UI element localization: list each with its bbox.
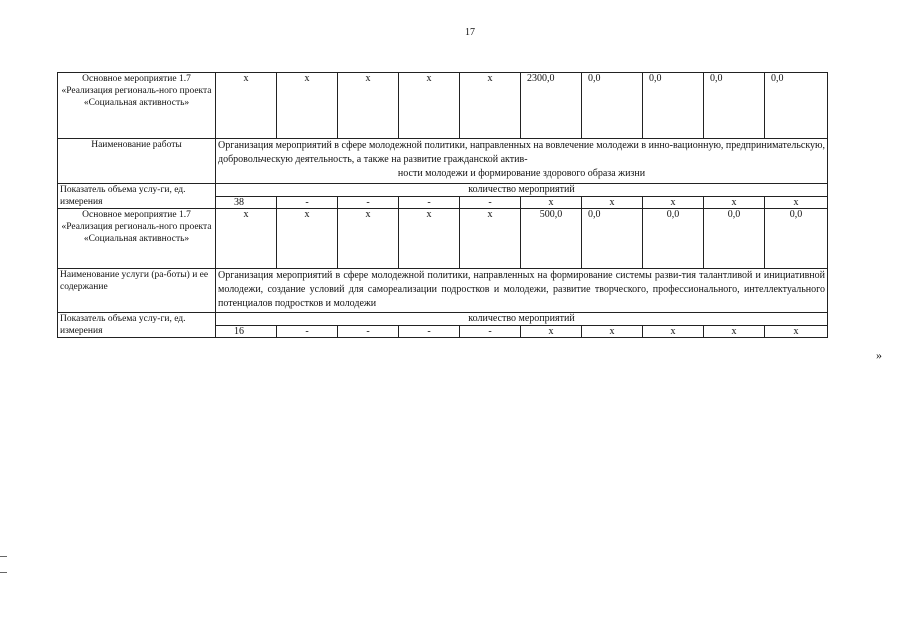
margin-mark <box>0 556 7 557</box>
event1-value-7: 0,0 <box>582 73 643 139</box>
indicator2-value-9: х <box>704 325 765 338</box>
event2-value-3: х <box>338 209 399 269</box>
indicator-unit-2: количество мероприятий <box>216 313 828 326</box>
work-row <box>58 139 828 184</box>
closing-quote: » <box>876 348 882 362</box>
event1-value-3: х <box>338 73 399 139</box>
indicator2-value-7: х <box>582 325 643 338</box>
service-label: Наименование услуги (ра-боты) и ее содержание <box>58 269 216 313</box>
event1-value-9: 0,0 <box>704 73 765 139</box>
event2-value-2: х <box>277 209 338 269</box>
event-label-2: Основное мероприятие 1.7 «Реализация региональ-ного проекта «Социальная активность» <box>58 209 216 269</box>
work-description-main: Организация мероприятий в сфере молодежной политики, направленных на вовлечение молодежи в инно-вационную, предпринимательскую, добровольческую деятельность, а также на развитие гражданской актив- <box>218 140 825 165</box>
indicator1-value-8: х <box>643 196 704 209</box>
indicator1-value-1: 38 <box>216 196 277 209</box>
service-row <box>58 269 828 313</box>
page-number: 17 <box>465 27 475 38</box>
indicator1-value-6: х <box>521 196 582 209</box>
indicator1-value-2: - <box>277 196 338 209</box>
event2-value-7: 0,0 <box>582 209 643 269</box>
event-row-1 <box>58 73 828 139</box>
event2-value-4: х <box>399 209 460 269</box>
work-label: Наименование работы <box>58 139 216 184</box>
indicator2-value-10: х <box>765 325 828 338</box>
event2-value-9: 0,0 <box>704 209 765 269</box>
work-description-last: ности молодежи и формирование здорового образа жизни <box>397 168 646 179</box>
indicator1-value-4: - <box>399 196 460 209</box>
event1-value-2: х <box>277 73 338 139</box>
event1-value-10: 0,0 <box>765 73 828 139</box>
event2-value-10: 0,0 <box>765 209 828 269</box>
indicator1-value-5: - <box>460 196 521 209</box>
indicator2-value-2: - <box>277 325 338 338</box>
event1-value-6: 2300,0 <box>521 73 582 139</box>
event2-value-6: 500,0 <box>521 209 582 269</box>
indicator2-value-6: х <box>521 325 582 338</box>
indicator-unit-1: количество мероприятий <box>216 184 828 197</box>
indicator2-value-1: 16 <box>216 325 277 338</box>
indicator-row-1-unit <box>58 184 828 197</box>
margin-mark <box>0 572 7 573</box>
event2-value-1: х <box>216 209 277 269</box>
indicator-label-1: Показатель объема услу-ги, ед. измерения <box>58 184 216 209</box>
indicator-label-2: Показатель объема услу-ги, ед. измерения <box>58 313 216 338</box>
service-description: Организация мероприятий в сфере молодежной политики, направленных на формирование системы разви-тия талантливой и инициативной молодежи, создание условий для самореализации подростков и молодежи, развитие творческого, профессионального, интеллектуального потенциалов подростков и молодежи <box>216 269 828 313</box>
event1-value-8: 0,0 <box>643 73 704 139</box>
event2-value-5: х <box>460 209 521 269</box>
event1-value-1: х <box>216 73 277 139</box>
indicator-row-2-unit <box>58 313 828 326</box>
indicator2-value-8: х <box>643 325 704 338</box>
indicator1-value-10: х <box>765 196 828 209</box>
indicator1-value-7: х <box>582 196 643 209</box>
event1-value-4: х <box>399 73 460 139</box>
indicator2-value-3: - <box>338 325 399 338</box>
indicator1-value-9: х <box>704 196 765 209</box>
program-events-table <box>57 72 828 338</box>
event-row-2 <box>58 209 828 269</box>
event-label-1: Основное мероприятие 1.7 «Реализация региональ-ного проекта «Социальная активность» <box>58 73 216 139</box>
indicator2-value-5: - <box>460 325 521 338</box>
event1-value-5: х <box>460 73 521 139</box>
indicator1-value-3: - <box>338 196 399 209</box>
work-description <box>216 139 828 184</box>
event2-value-8: 0,0 <box>643 209 704 269</box>
indicator2-value-4: - <box>399 325 460 338</box>
